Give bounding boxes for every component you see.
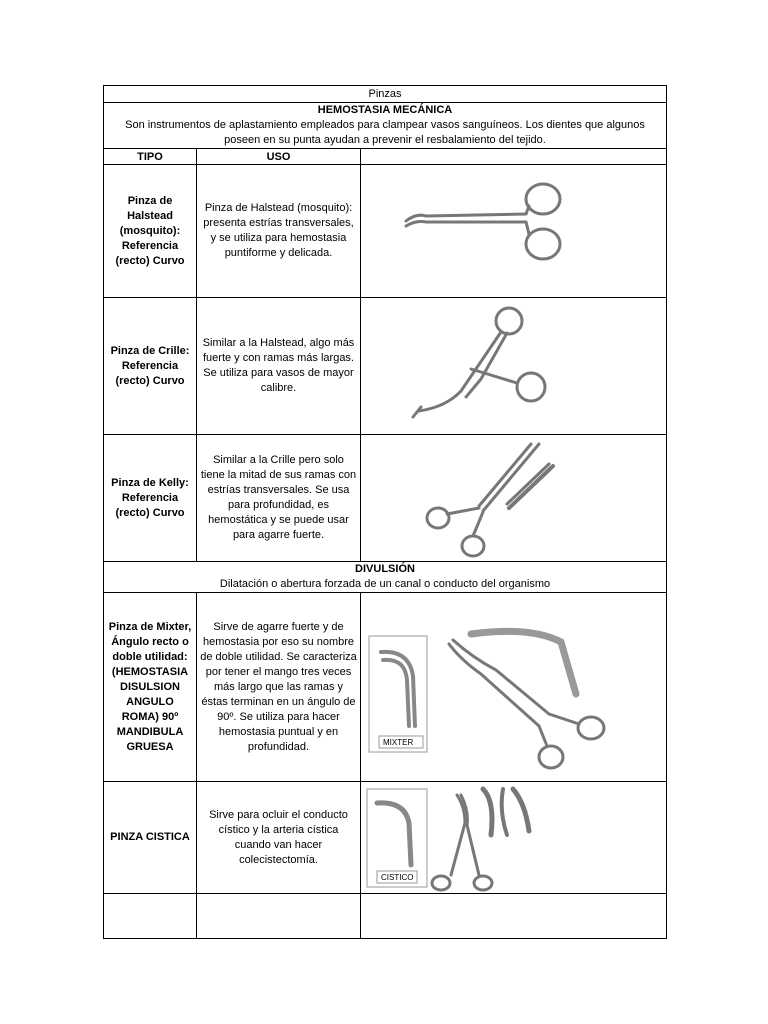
cistica-image-label: CISTICO: [381, 872, 414, 882]
mixter-image-label: MIXTER: [383, 738, 414, 747]
uso-cell: Sirve de agarre fuerte y de hemostasia por eso su nombre de doble utilidad. Se caracteriza por tener el mango tres veces más largo que las ramas y éstas terminan en un ángulo de 90º. Se utiliza para hacer hemostasia puntual y en profundidad.: [197, 593, 361, 782]
empty-cell: [197, 894, 361, 939]
cistica-forceps-image: [361, 782, 667, 894]
kelly-forceps-image: [361, 435, 667, 562]
uso-cell: Similar a la Halstead, algo más fuerte y con ramas más largas. Se utiliza para vasos de mayor calibre.: [197, 298, 361, 435]
uso-cell: Sirve para ocluir el conducto cístico y la arteria cística cuando van hacer colecistectomía.: [197, 782, 361, 894]
section-divulsion: [104, 562, 667, 593]
tipo-cell: Pinza de Mixter, Ángulo recto o doble utilidad: (HEMOSTASIA DISULSION ANGULO ROMA) 90º MANDIBULA GRUESA: [104, 593, 197, 782]
column-header-uso: USO: [197, 149, 361, 165]
section-description: Son instrumentos de aplastamiento empleados para clampear vasos sanguíneos. Los dientes que algunos poseen en su punta ayudan a prevenir el resbalamiento del tejido.: [125, 119, 645, 146]
tipo-cell: Pinza de Halstead (mosquito): Referencia (recto) Curvo: [104, 165, 197, 298]
column-header-tipo: TIPO: [104, 149, 197, 165]
table-row: [104, 782, 667, 894]
section-hemostasia: [104, 103, 667, 149]
crille-forceps-image: [361, 298, 667, 435]
empty-cell: [104, 894, 197, 939]
tipo-cell: PINZA CISTICA: [104, 782, 197, 894]
tipo-cell: Pinza de Kelly: Referencia (recto) Curvo: [104, 435, 197, 562]
table-row: [104, 435, 667, 562]
section-description: Dilatación o abertura forzada de un canal o conducto del organismo: [219, 578, 551, 590]
table-row: [104, 165, 667, 298]
section-heading: HEMOSTASIA MECÁNICA: [317, 104, 453, 116]
mixter-forceps-image: [361, 593, 667, 782]
empty-cell: [361, 894, 667, 939]
table-row: [104, 298, 667, 435]
table-title: Pinzas: [104, 86, 667, 103]
tipo-cell: Pinza de Crille: Referencia (recto) Curvo: [104, 298, 197, 435]
uso-cell: Pinza de Halstead (mosquito): presenta estrías transversales, y se utiliza para hemostasia puntiforme y delicada.: [197, 165, 361, 298]
table-row: [104, 593, 667, 782]
section-heading: DIVULSIÓN: [355, 563, 415, 575]
forceps-table: [103, 85, 667, 939]
instrument-document: [103, 85, 666, 939]
halstead-forceps-image: [361, 165, 667, 298]
uso-cell: Similar a la Crille pero solo tiene la mitad de sus ramas con estrías transversales. Se usa para profundidad, es hemostática y se puede usar para agarre fuerte.: [197, 435, 361, 562]
column-header-image: [361, 149, 667, 165]
